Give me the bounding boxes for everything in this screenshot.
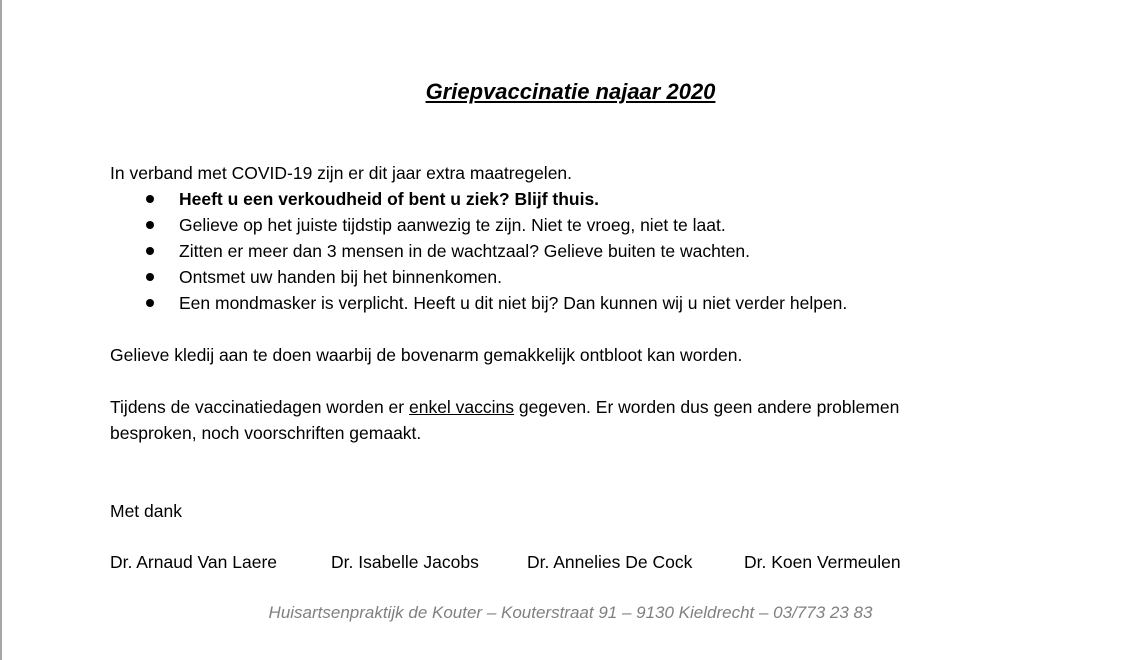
page-edge (0, 0, 2, 660)
doctor-name: Dr. Koen Vermeulen (744, 552, 901, 572)
document-page (110, 0, 1010, 660)
practice-footer: Huisartsenpraktijk de Kouter – Kouterstraat 91 – 9130 Kieldrecht – 03/773 23 83 (268, 603, 873, 622)
list-item (110, 186, 847, 212)
list-item (110, 212, 847, 238)
doctor-name: Dr. Arnaud Van Laere (110, 552, 278, 572)
list-item-text: Een mondmasker is verplicht. Heeft u dit niet bij? Dan kunnen wij u niet verder helpen. (179, 293, 848, 313)
doctor-name: Dr. Isabelle Jacobs (331, 552, 479, 572)
bullet-icon (146, 273, 154, 281)
vaccination-paragraph-line2: besproken, noch voorschriften gemaakt. (110, 423, 422, 443)
list-item-text: Zitten er meer dan 3 mensen in de wachtzaal? Gelieve buiten te wachten. (179, 241, 751, 261)
vaccination-text-end: gegeven. Er worden dus geen andere problemen (514, 397, 900, 417)
measures-list (110, 186, 847, 316)
vaccination-emphasis: enkel vaccins (408, 397, 515, 417)
list-item (110, 264, 847, 290)
list-item (110, 238, 847, 264)
thanks-text: Met dank (110, 501, 182, 521)
list-item-text: Heeft u een verkoudheid of bent u ziek? Blijf thuis. (179, 189, 600, 209)
clothing-text: Gelieve kledij aan te doen waarbij de bovenarm gemakkelijk ontbloot kan worden. (110, 345, 743, 365)
bullet-icon (146, 247, 154, 255)
intro-text: In verband met COVID-19 zijn er dit jaar extra maatregelen. (110, 163, 573, 183)
vaccination-text-start: Tijdens de vaccinatiedagen worden er (110, 397, 409, 417)
list-item-text: Gelieve op het juiste tijdstip aanwezig te zijn. Niet te vroeg, niet te laat. (179, 215, 726, 235)
vaccination-paragraph-line1 (110, 394, 899, 420)
list-item (110, 290, 847, 316)
list-item-text: Ontsmet uw handen bij het binnenkomen. (179, 267, 502, 287)
bullet-icon (146, 195, 154, 203)
doctor-name: Dr. Annelies De Cock (527, 552, 693, 572)
bullet-icon (146, 221, 154, 229)
bullet-icon (146, 299, 154, 307)
document-title: Griepvaccinatie najaar 2020 (425, 79, 716, 104)
